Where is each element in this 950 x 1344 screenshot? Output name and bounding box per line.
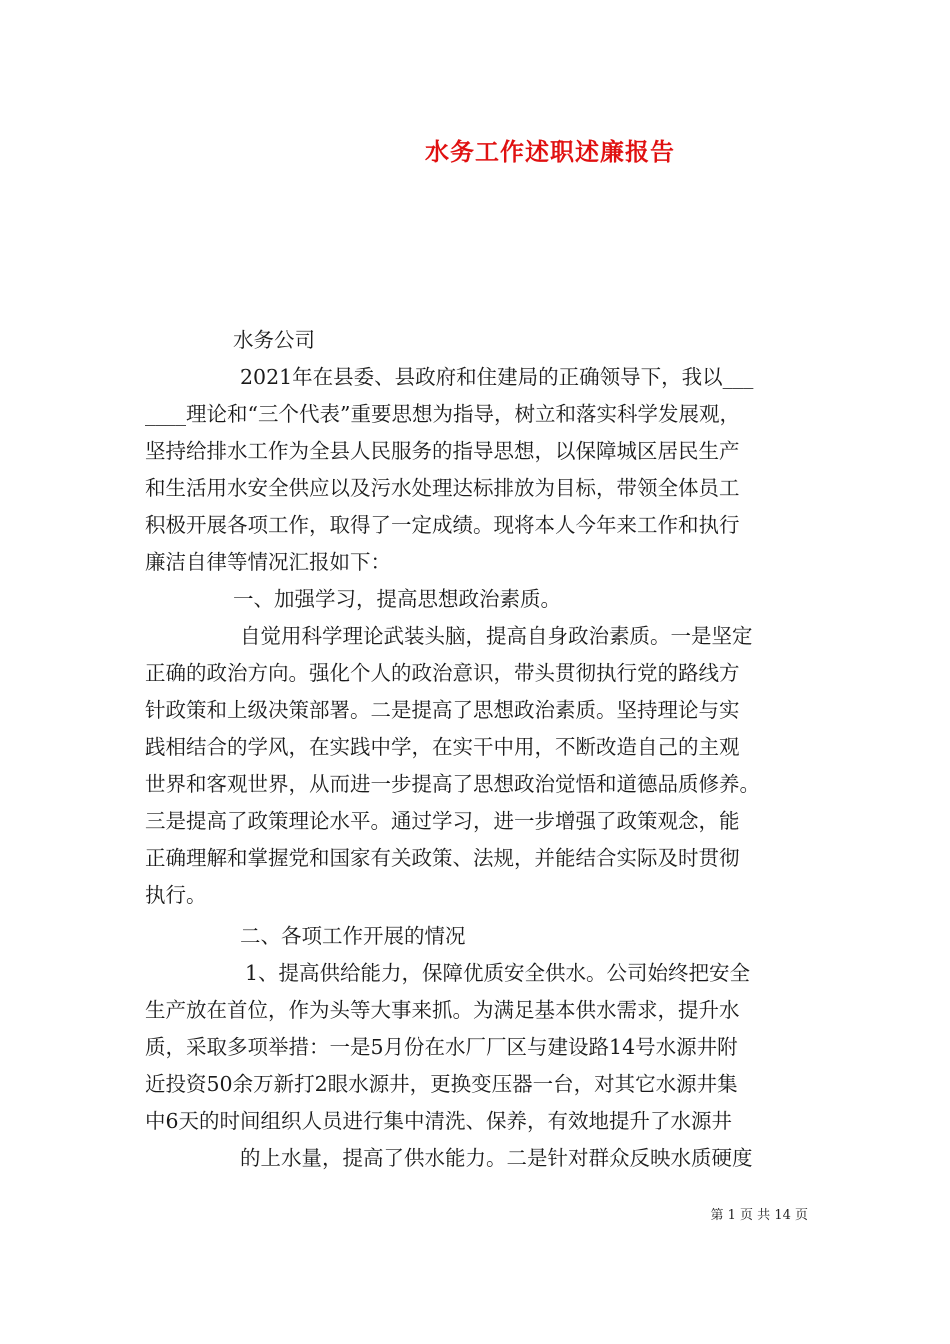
body-line: 自觉用科学理论武装头脑，提高自身政治素质。一是坚定 — [240, 624, 753, 648]
body-line: 质，采取多项举措：一是5月份在水厂厂区与建设路14号水源井附 — [145, 1035, 738, 1059]
body-line: 三是提高了政策理论水平。通过学习，进一步增强了政策观念，能 — [145, 809, 740, 833]
body-line: 积极开展各项工作，取得了一定成绩。现将本人今年来工作和执行 — [145, 513, 740, 537]
body-line: 中6天的时间组织人员进行集中清洗、保养，有效地提升了水源井 — [145, 1109, 733, 1133]
body-line: 1、提高供给能力，保障优质安全供水。公司始终把安全 — [245, 961, 751, 985]
body-line: 的上水量，提高了供水能力。二是针对群众反映水质硬度 — [240, 1146, 753, 1170]
body-line: 生产放在首位，作为头等大事来抓。为满足基本供水需求，提升水 — [145, 998, 740, 1022]
body-line: 世界和客观世界，从而进一步提高了思想政治觉悟和道德品质修养。 — [145, 772, 760, 796]
section-heading: 一、加强学习，提高思想政治素质。 — [233, 587, 561, 611]
page-number: 第 1 页 共 14 页 — [710, 1208, 808, 1223]
body-line: 践相结合的学风，在实践中学，在实干中用，不断改造自己的主观 — [145, 735, 740, 759]
body-line: 坚持给排水工作为全县人民服务的指导思想，以保障城区居民生产 — [145, 439, 740, 463]
section-heading: 二、各项工作开展的情况 — [240, 924, 466, 948]
body-line: 和生活用水安全供应以及污水处理达标排放为目标，带领全体员工 — [145, 476, 740, 500]
body-line: 正确理解和掌握党和国家有关政策、法规，并能结合实际及时贯彻 — [145, 846, 740, 870]
document-title: 水务工作述职述廉报告 — [425, 137, 675, 166]
body-line: 正确的政治方向。强化个人的政治意识，带头贯彻执行党的路线方 — [145, 661, 740, 685]
body-line: 廉洁自律等情况汇报如下： — [145, 550, 391, 574]
document-body — [145, 322, 825, 1177]
body-line: ____理论和“三个代表”重要思想为指导，树立和落实科学发展观， — [145, 402, 740, 426]
salutation: 水务公司 — [233, 328, 315, 352]
body-line: 近投资50余万新打2眼水源井，更换变压器一台，对其它水源井集 — [145, 1072, 738, 1096]
body-line: 2021年在县委、县政府和住建局的正确领导下，我以___ — [240, 365, 754, 389]
body-line: 针政策和上级决策部署。二是提高了思想政治素质。坚持理论与实 — [145, 698, 740, 722]
body-line: 执行。 — [145, 883, 207, 907]
